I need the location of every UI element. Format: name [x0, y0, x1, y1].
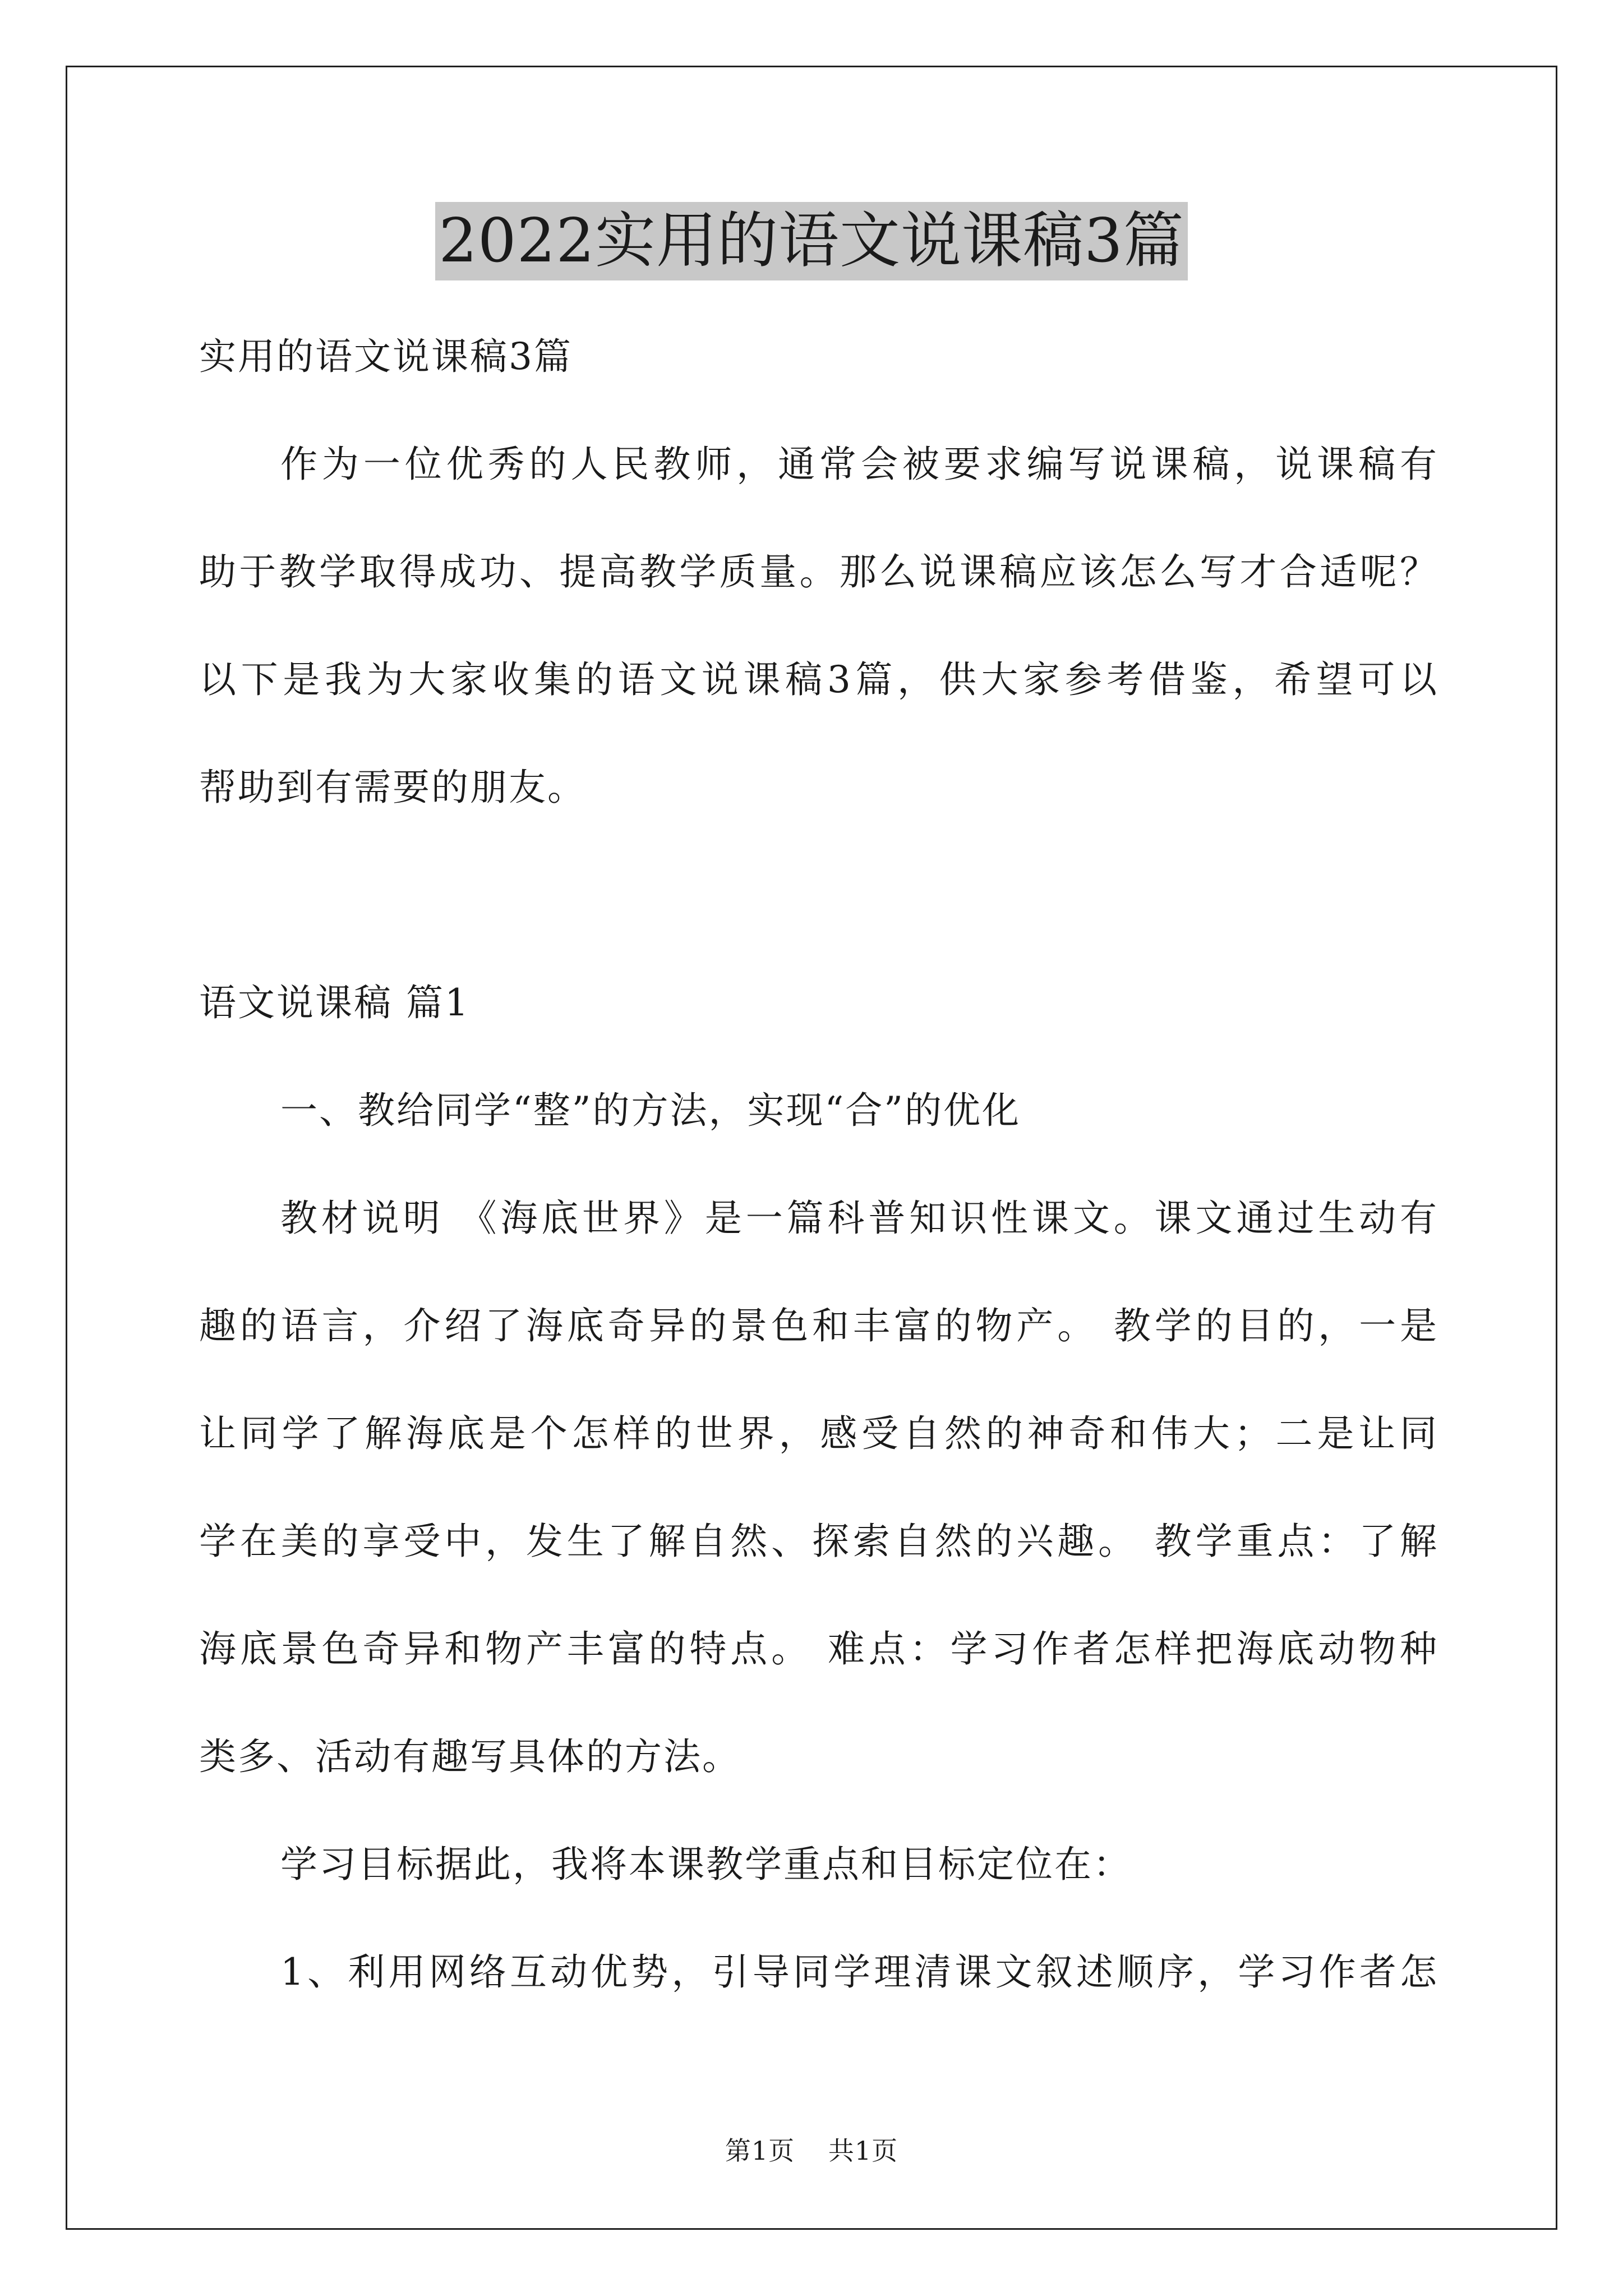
title-container: [0, 202, 1623, 280]
body-line-6: 类多、活动有趣写具体的方法。: [199, 1735, 741, 1778]
intro-line-4: 帮助到有需要的朋友。: [199, 766, 586, 809]
page-footer: [0, 2131, 1623, 2168]
document-body: [199, 303, 1438, 2026]
intro-line-2: 助于教学取得成功、提高教学质量。那么说课稿应该怎么写才合适呢？: [199, 550, 1438, 593]
point-one-heading: 一、教给同学“整”的方法，实现“合”的优化: [280, 1089, 1021, 1132]
goals-intro: 学习目标据此，我将本课教学重点和目标定位在：: [280, 1843, 1132, 1886]
page-number: 第1页: [725, 2136, 795, 2166]
section-heading: 语文说课稿 篇1: [199, 981, 470, 1024]
body-line-1: 教材说明 《海底世界》是一篇科普知识性课文。课文通过生动有: [280, 1197, 1438, 1240]
subtitle: 实用的语文说课稿3篇: [199, 335, 573, 378]
intro-line-3: 以下是我为大家收集的语文说课稿3篇，供大家参考借鉴，希望可以: [199, 658, 1438, 701]
goal-one: 1、利用网络互动优势，引导同学理清课文叙述顺序，学习作者怎: [280, 1950, 1438, 1994]
body-line-4: 学在美的享受中，发生了解自然、探索自然的兴趣。 教学重点：了解: [199, 1520, 1438, 1563]
body-line-5: 海底景色奇异和物产丰富的特点。 难点：学习作者怎样把海底动物种: [199, 1627, 1438, 1671]
page-total: 共1页: [828, 2136, 898, 2166]
body-line-3: 让同学了解海底是个怎样的世界，感受自然的神奇和伟大；二是让同: [199, 1412, 1438, 1455]
spacer: [199, 841, 1438, 949]
intro-line-1: 作为一位优秀的人民教师，通常会被要求编写说课稿，说课稿有: [280, 443, 1438, 486]
document-title: 2022实用的语文说课稿3篇: [435, 202, 1188, 280]
body-line-2: 趣的语言，介绍了海底奇异的景色和丰富的物产。 教学的目的，一是: [199, 1304, 1438, 1347]
